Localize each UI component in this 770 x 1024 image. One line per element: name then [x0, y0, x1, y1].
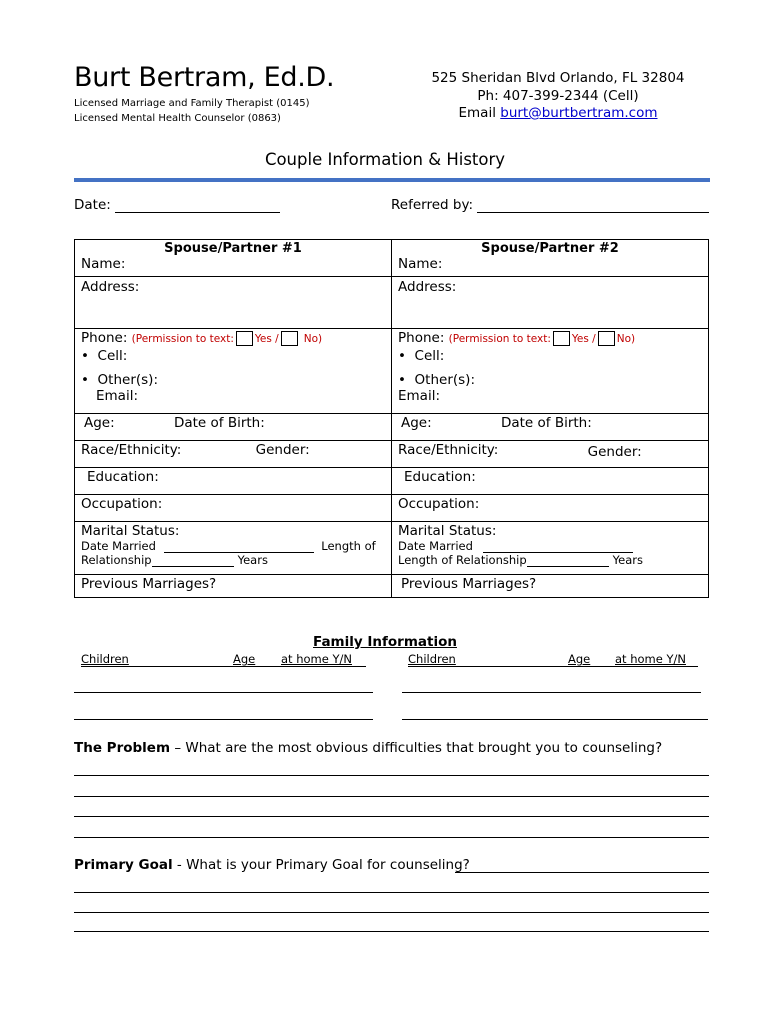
partner2-others-label: Other(s):: [414, 372, 475, 388]
partner2-previous-label: Previous Marriages?: [401, 576, 537, 592]
partner2-phone-cell[interactable]: [392, 329, 709, 414]
partner1-occupation-label: Occupation:: [81, 496, 163, 512]
partner2-cell-row: • Cell:: [398, 348, 445, 364]
partner2-others-row: • Other(s):: [398, 372, 475, 388]
family-col-children-right: Children: [408, 652, 456, 666]
partner1-email-label: Email:: [96, 388, 139, 404]
partner2-occupation-label: Occupation:: [398, 496, 480, 512]
problem-bold: The Problem: [74, 740, 171, 756]
partner2-race-label: Race/Ethnicity:: [398, 442, 499, 458]
date-line[interactable]: [115, 212, 280, 213]
partner2-age-cell[interactable]: [392, 414, 709, 441]
family-col-children-left: [81, 652, 231, 666]
partner1-yes-label: Yes /: [254, 333, 279, 345]
goal-text: - What is your Primary Goal for counseling?: [172, 857, 470, 873]
goal-line-2[interactable]: [74, 912, 709, 913]
partner1-heading: Spouse/Partner #1: [164, 241, 302, 256]
referred-field[interactable]: [391, 197, 709, 213]
partner1-dob-label: Date of Birth:: [173, 415, 265, 431]
partner2-date-married-row: [398, 539, 702, 553]
partner2-heading: Spouse/Partner #2: [481, 241, 619, 256]
partner1-length-label: Length of: [321, 539, 376, 553]
partner2-marital-label: Marital Status:: [398, 523, 497, 539]
partner2-education-label: Education:: [404, 469, 476, 485]
partner1-phone-label: Phone:: [81, 330, 128, 346]
partner2-yes-label: Yes /: [571, 333, 596, 345]
partner1-phone-cell[interactable]: [75, 329, 392, 414]
problem-line-2[interactable]: [74, 796, 709, 797]
partner2-email-label: Email:: [398, 388, 441, 404]
partner2-yes-checkbox[interactable]: [553, 331, 570, 346]
license-mft: Licensed Marriage and Family Therapist (0145): [74, 98, 310, 109]
date-label: Date:: [74, 197, 111, 213]
partner1-others-label: Other(s):: [97, 372, 158, 388]
partner1-cell-row: • Cell:: [81, 348, 128, 364]
problem-line-3[interactable]: [74, 816, 709, 817]
partner2-date-married-label: Date Married: [398, 539, 473, 553]
problem-line-1[interactable]: [74, 775, 709, 776]
family-col-age-left: Age: [233, 652, 256, 666]
referred-line[interactable]: [477, 212, 709, 213]
partner1-cell-label: Cell:: [97, 348, 128, 364]
partner1-relationship-row: [81, 553, 385, 567]
partner1-years-label: Years: [237, 553, 268, 567]
problem-line-4[interactable]: [74, 837, 709, 838]
email-link[interactable]: burt@burtbertram.com: [500, 105, 658, 121]
partner2-race-cell[interactable]: [392, 441, 709, 468]
family-col-home-right: at home Y/N: [615, 652, 686, 666]
family-col-home-left: at home Y/N: [281, 652, 352, 666]
office-phone: Ph: 407-399-2344 (Cell): [477, 88, 639, 104]
partner2-phone-label: Phone:: [398, 330, 445, 346]
partner2-previous-cell[interactable]: [392, 575, 709, 598]
partner2-relationship-line[interactable]: [527, 566, 609, 567]
goal-line-inline[interactable]: [455, 872, 709, 873]
partner2-phone-row: [398, 330, 702, 346]
partner1-yes-checkbox[interactable]: [236, 331, 253, 346]
partner1-permission-text: (Permission to text:: [131, 333, 234, 345]
partner1-name-label: Name:: [81, 256, 126, 272]
partner2-address-cell[interactable]: [392, 277, 709, 329]
partner1-previous-cell[interactable]: [75, 575, 392, 598]
partner1-age-label: Age:: [84, 415, 115, 431]
partner2-cell-label: Cell:: [414, 348, 445, 364]
partner2-permission-text: (Permission to text:: [448, 333, 551, 345]
date-field[interactable]: [74, 197, 280, 213]
child-line-1-right[interactable]: [402, 692, 701, 693]
partner1-name-cell[interactable]: [75, 240, 392, 277]
partner1-race-cell[interactable]: [75, 441, 392, 468]
partner2-relationship-row: [398, 553, 702, 567]
partner2-length-label: Length of Relationship: [398, 553, 527, 567]
partner2-no-checkbox[interactable]: [598, 331, 615, 346]
partner2-no-label: No): [616, 333, 636, 345]
partner1-relationship-line[interactable]: [152, 566, 234, 567]
partner1-address-cell[interactable]: [75, 277, 392, 329]
therapist-name: Burt Bertram, Ed.D.: [74, 62, 335, 93]
partner1-education-label: Education:: [87, 469, 159, 485]
goal-line-3[interactable]: [74, 931, 709, 932]
family-header-underline-right: [408, 666, 698, 667]
license-mhc: Licensed Mental Health Counselor (0863): [74, 113, 281, 124]
partner1-education-cell[interactable]: [75, 468, 392, 495]
partner2-gender-label: Gender:: [587, 444, 642, 460]
partner2-marital-cell[interactable]: [392, 522, 709, 575]
partner1-occupation-cell[interactable]: [75, 495, 392, 522]
family-heading: Family Information: [313, 634, 457, 650]
child-line-2-left[interactable]: [74, 719, 373, 720]
form-title: Couple Information & History: [264, 150, 506, 169]
title-rule: [74, 178, 710, 182]
referred-label: Referred by:: [391, 197, 473, 213]
partner2-education-cell[interactable]: [392, 468, 709, 495]
partner1-race-label: Race/Ethnicity:: [81, 442, 182, 458]
family-col-age-right: Age: [568, 652, 591, 666]
goal-bold: Primary Goal: [74, 857, 173, 873]
office-email-line: [428, 105, 688, 121]
partner2-name-label: Name:: [398, 256, 443, 272]
goal-question: [74, 857, 470, 873]
partner2-years-label: Years: [612, 553, 643, 567]
family-header-underline-left: [81, 666, 366, 667]
office-address: 525 Sheridan Blvd Orlando, FL 32804: [431, 70, 685, 86]
goal-line-1[interactable]: [74, 892, 709, 893]
partner1-date-married-label: Date Married: [81, 539, 156, 553]
family-col-children-label: Children: [81, 652, 129, 666]
partner1-marital-cell[interactable]: [75, 522, 392, 575]
partner1-marital-label: Marital Status:: [81, 523, 180, 539]
child-line-2-right[interactable]: [402, 719, 708, 720]
problem-text: – What are the most obvious difficulties that brought you to counseling?: [170, 740, 663, 756]
partner2-occupation-cell[interactable]: [392, 495, 709, 522]
partner2-age-label: Age:: [401, 415, 432, 431]
partner1-phone-row: [81, 330, 385, 346]
partner2-address-label: Address:: [398, 279, 457, 295]
partner1-previous-label: Previous Marriages?: [81, 576, 217, 592]
partner1-others-row: • Other(s):: [81, 372, 158, 388]
partner1-gender-label: Gender:: [255, 442, 310, 458]
email-label: Email: [458, 105, 496, 121]
partner2-name-cell[interactable]: [392, 240, 709, 277]
partner2-dob-label: Date of Birth:: [500, 415, 592, 431]
partner1-no-label: No): [303, 333, 323, 345]
partner1-relationship-label: Relationship: [81, 553, 152, 567]
partner1-date-married-row: [81, 539, 385, 553]
child-line-1-left[interactable]: [74, 692, 373, 693]
partner-table: [74, 239, 709, 598]
problem-question: [74, 740, 662, 756]
partner1-age-cell[interactable]: [75, 414, 392, 441]
partner1-address-label: Address:: [81, 279, 140, 295]
partner1-no-checkbox[interactable]: [281, 331, 298, 346]
